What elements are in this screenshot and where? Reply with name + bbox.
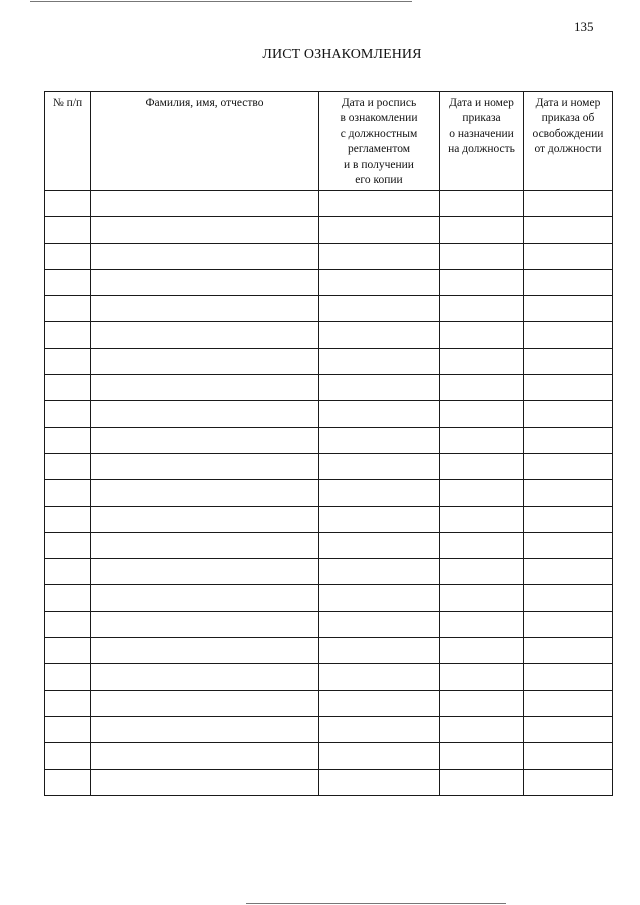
empty-cell-num [45,269,91,295]
empty-cell-ack [319,664,440,690]
empty-cell-num [45,769,91,795]
empty-cell-ack [319,296,440,322]
empty-cell-appoint [440,427,524,453]
empty-cell-num [45,611,91,637]
empty-cell-name [91,453,319,479]
empty-cell-dismiss [524,348,613,374]
empty-cell-ack [319,559,440,585]
column-header-full-name [91,92,319,191]
header-line: № п/п [52,97,83,109]
empty-cell-name [91,690,319,716]
empty-cell-num [45,296,91,322]
empty-cell-name [91,427,319,453]
empty-cell-name [91,375,319,401]
empty-cell-appoint [440,243,524,269]
table-row [45,716,613,742]
header-line: регламентом [347,143,411,156]
empty-cell-appoint [440,532,524,558]
empty-cell-ack [319,611,440,637]
header-line: о назначении [449,127,514,140]
empty-cell-dismiss [524,690,613,716]
empty-cell-dismiss [524,638,613,664]
table-row [45,348,613,374]
empty-cell-dismiss [524,453,613,479]
empty-cell-appoint [440,769,524,795]
table-row [45,480,613,506]
empty-cell-name [91,243,319,269]
empty-cell-name [91,217,319,243]
empty-cell-num [45,532,91,558]
header-line: и в получении [344,158,414,171]
table-row [45,322,613,348]
empty-cell-ack [319,243,440,269]
empty-cell-name [91,296,319,322]
column-header-appointment-order [440,92,524,191]
empty-cell-appoint [440,453,524,479]
table-row [45,217,613,243]
empty-cell-name [91,506,319,532]
empty-cell-name [91,585,319,611]
header-line: Дата и номер [535,97,601,109]
empty-cell-appoint [440,348,524,374]
empty-cell-dismiss [524,401,613,427]
table-row [45,559,613,585]
empty-cell-name [91,401,319,427]
empty-cell-name [91,269,319,295]
empty-cell-dismiss [524,191,613,217]
empty-cell-dismiss [524,559,613,585]
column-header-number [45,92,91,191]
empty-cell-num [45,375,91,401]
empty-cell-num [45,401,91,427]
empty-cell-name [91,191,319,217]
table-row [45,743,613,769]
empty-cell-dismiss [524,664,613,690]
empty-cell-appoint [440,690,524,716]
empty-cell-ack [319,217,440,243]
empty-cell-ack [319,769,440,795]
empty-cell-name [91,532,319,558]
empty-cell-ack [319,716,440,742]
empty-cell-name [91,743,319,769]
empty-cell-dismiss [524,296,613,322]
header-line: Дата и роспись [341,97,417,109]
header-line: его копии [355,174,403,187]
empty-cell-ack [319,480,440,506]
empty-cell-num [45,427,91,453]
empty-cell-dismiss [524,716,613,742]
table-row [45,585,613,611]
table-row [45,506,613,532]
empty-cell-num [45,348,91,374]
empty-cell-appoint [440,401,524,427]
empty-cell-ack [319,348,440,374]
empty-cell-appoint [440,296,524,322]
empty-cell-appoint [440,269,524,295]
empty-cell-name [91,611,319,637]
header-line: освобождении [532,127,604,140]
empty-cell-ack [319,375,440,401]
header-line: приказа об [541,112,595,125]
empty-cell-appoint [440,217,524,243]
table-row [45,690,613,716]
scan-edge-top [30,1,412,2]
empty-cell-ack [319,453,440,479]
empty-cell-num [45,559,91,585]
table-row [45,375,613,401]
empty-cell-ack [319,322,440,348]
empty-cell-name [91,348,319,374]
table-row [45,191,613,217]
page-title: ЛИСТ ОЗНАКОМЛЕНИЯ [262,47,422,62]
empty-cell-dismiss [524,532,613,558]
empty-cell-appoint [440,664,524,690]
table-row [45,427,613,453]
column-header-dismissal-order [524,92,613,191]
empty-cell-dismiss [524,769,613,795]
empty-cell-dismiss [524,743,613,769]
header-line: Дата и номер [449,97,514,109]
empty-cell-name [91,322,319,348]
table-row [45,638,613,664]
empty-cell-ack [319,427,440,453]
header-line: Фамилия, имя, отчество [145,97,264,109]
header-line: от должности [534,143,602,156]
empty-cell-name [91,480,319,506]
table-row [45,453,613,479]
empty-cell-appoint [440,191,524,217]
empty-cell-dismiss [524,217,613,243]
table-row [45,532,613,558]
scan-edge-bottom [246,903,506,904]
empty-cell-appoint [440,559,524,585]
empty-cell-appoint [440,480,524,506]
empty-cell-ack [319,191,440,217]
empty-cell-ack [319,585,440,611]
empty-cell-appoint [440,585,524,611]
table-row [45,664,613,690]
empty-cell-num [45,217,91,243]
empty-cell-dismiss [524,243,613,269]
column-header-acknowledgement [319,92,440,191]
empty-cell-appoint [440,638,524,664]
empty-cell-ack [319,401,440,427]
empty-cell-num [45,322,91,348]
empty-cell-ack [319,506,440,532]
empty-cell-dismiss [524,611,613,637]
empty-cell-dismiss [524,506,613,532]
empty-cell-appoint [440,611,524,637]
empty-cell-num [45,480,91,506]
empty-cell-appoint [440,716,524,742]
table-row [45,611,613,637]
empty-cell-ack [319,743,440,769]
table-row [45,269,613,295]
empty-cell-num [45,690,91,716]
empty-cell-name [91,664,319,690]
empty-cell-appoint [440,375,524,401]
empty-cell-num [45,716,91,742]
header-line: с должностным [340,127,418,140]
empty-cell-dismiss [524,585,613,611]
empty-cell-num [45,191,91,217]
table-row [45,243,613,269]
header-line: на должность [448,143,515,156]
header-line: приказа [462,112,501,125]
empty-cell-appoint [440,322,524,348]
empty-cell-ack [319,638,440,664]
empty-cell-dismiss [524,269,613,295]
table-body [45,191,613,796]
table-row [45,401,613,427]
empty-cell-appoint [440,506,524,532]
empty-cell-name [91,769,319,795]
empty-cell-num [45,243,91,269]
table-row [45,296,613,322]
empty-cell-name [91,716,319,742]
empty-cell-dismiss [524,427,613,453]
empty-cell-dismiss [524,480,613,506]
empty-cell-num [45,453,91,479]
table-header-row [45,92,613,191]
acquaintance-table [44,91,613,796]
empty-cell-num [45,664,91,690]
empty-cell-num [45,585,91,611]
empty-cell-ack [319,690,440,716]
header-line: в ознакомлении [340,112,418,125]
empty-cell-num [45,743,91,769]
empty-cell-name [91,559,319,585]
page-number: 135 [574,19,594,34]
empty-cell-dismiss [524,322,613,348]
empty-cell-num [45,506,91,532]
empty-cell-ack [319,532,440,558]
empty-cell-dismiss [524,375,613,401]
table-row [45,769,613,795]
empty-cell-appoint [440,743,524,769]
empty-cell-num [45,638,91,664]
empty-cell-ack [319,269,440,295]
empty-cell-name [91,638,319,664]
